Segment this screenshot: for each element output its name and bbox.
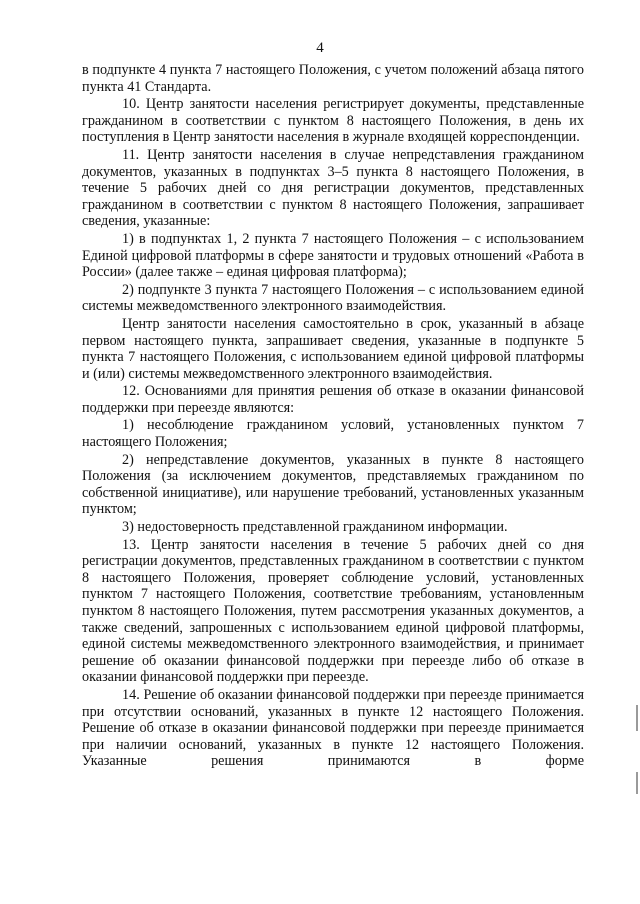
paragraph-11-item-2: 2) подпункте 3 пункта 7 настоящего Положения – с использованием единой системы межведомственного электронного взаимодействия. [82, 281, 584, 315]
paragraph-12-item-1: 1) несоблюдение гражданином условий, установленных пунктом 7 настоящего Положения; [82, 417, 584, 451]
scan-edge-mark [636, 705, 638, 731]
paragraph-12-item-2: 2) непредставление документов, указанных в пункте 8 настоящего Положения (за исключением документов, представляемых гражданином по собственной инициативе), или нарушение требований, установленных указанным пунктом; [82, 451, 584, 518]
paragraph-11-addendum: Центр занятости населения самостоятельно в срок, указанный в абзаце первом настоящего пункта, запрашивает сведения, указанные в подпункте 5 пункта 7 настоящего Положения, с использованием единой цифровой платформы и (или) системы межведомственного электронного взаимодействия. [82, 315, 584, 382]
scan-edge-mark [636, 772, 638, 794]
document-body [82, 62, 584, 770]
page-number: 4 [316, 40, 324, 56]
paragraph-14: 14. Решение об оказании финансовой поддержки при переезде принимается при отсутствии оснований, указанных в пункте 12 настоящего Положения. Решение об отказе в оказании финансовой поддержки при переезде принимается при наличии оснований, указанных в пункте 12 настоящего Положения. Указанные решения принимаются в форме [82, 686, 584, 770]
paragraph-11-item-1: 1) в подпунктах 1, 2 пункта 7 настоящего Положения – с использованием Единой цифровой платформы в сфере занятости и трудовых отношений «Работа в России» (далее также – единая цифровая платформа); [82, 230, 584, 281]
paragraph-11: 11. Центр занятости населения в случае непредставления гражданином документов, указанных в подпунктах 3–5 пункта 8 настоящего Положения, в течение 5 рабочих дней со дня регистрации документов, представленных гражданином в соответствии с пунктом 8 настоящего Положения, запрашивает сведения, указанные: [82, 146, 584, 230]
paragraph-12-item-3: 3) недостоверность представленной гражданином информации. [122, 519, 508, 536]
paragraph-13: 13. Центр занятости населения в течение 5 рабочих дней со дня регистрации документов, представленных гражданином в соответствии с пунктом 8 настоящего Положения, проверяет соблюдение условий, установленных пунктом 7 настоящего Положения, соответствие требованиям, установленным пунктом 8 настоящего Положения, путем рассмотрения указанных документов, а также сведений, запрошенных с использованием единой цифровой платформы, единой системы межведомственного электронного взаимодействия, и принимает решение об оказании финансовой поддержки при переезде либо об отказе в оказании финансовой поддержки при переезде. [82, 536, 584, 686]
paragraph-10: 10. Центр занятости населения регистрирует документы, представленные гражданином в соответствии с пунктом 8 настоящего Положения, в день их поступления в Центр занятости населения в журнале входящей корреспонденции. [82, 96, 584, 146]
paragraph-continuation: в подпункте 4 пункта 7 настоящего Положения, с учетом положений абзаца пятого пункта 41 Стандарта. [82, 62, 584, 95]
paragraph-12: 12. Основаниями для принятия решения об отказе в оказании финансовой поддержки при переезде являются: [82, 383, 584, 416]
